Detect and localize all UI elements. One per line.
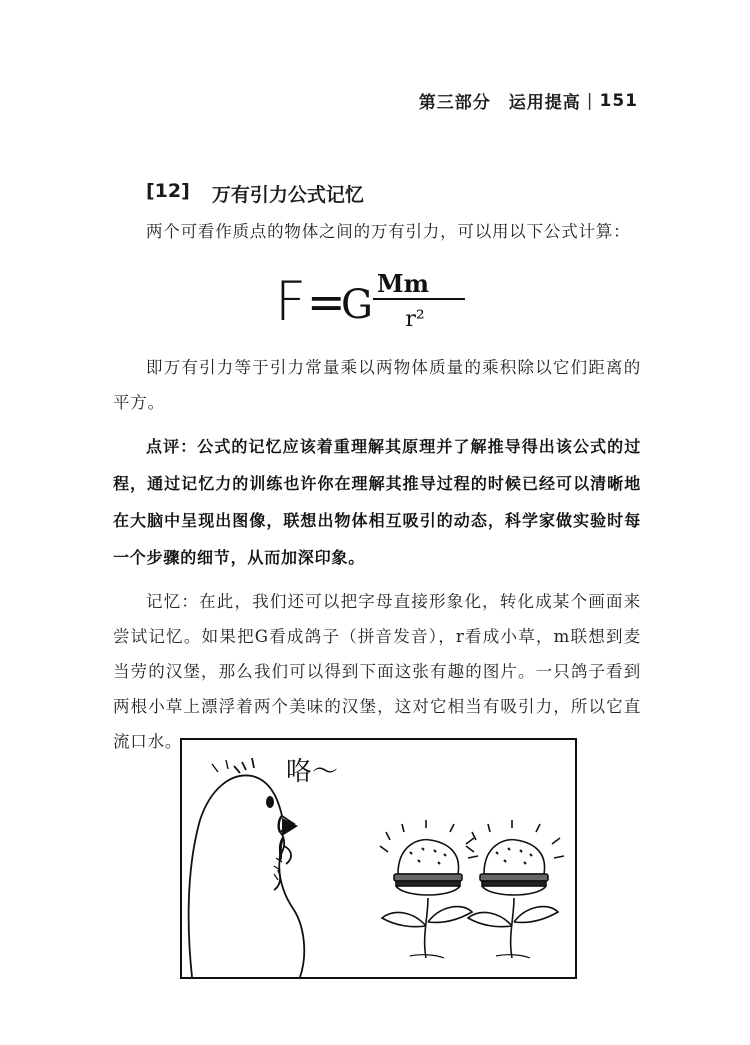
formula-equals: = [307, 275, 346, 329]
intro-paragraph: 两个可看作质点的物体之间的万有引力，可以用以下公式计算： [146, 222, 631, 241]
gravitation-formula [275, 268, 475, 330]
page-number: 151 [599, 90, 638, 111]
memory-paragraph: 记忆：在此，我们还可以把字母直接形象化，转化成某个画面来尝试记忆。如果把G看成鸽子（拼音发音），r看成小草，m联想到麦当劳的汉堡，那么我们可以得到下面这张有趣的图片。一只鸽子看到两根小草上漂浮着两个美味的汉堡，这对它相当有吸引力，所以它直流口水。 [113, 592, 641, 751]
formula-constant: G [341, 282, 373, 328]
running-header [419, 88, 638, 113]
explanation-paragraph: 即万有引力等于引力常量乘以两物体质量的乘积除以它们距离的平方。 [113, 358, 641, 412]
cartoon-drawing [182, 740, 575, 977]
header-section: 运用提高 [508, 93, 581, 113]
header-part: 第三部分 [418, 93, 491, 113]
section-title: 万有引力公式记忆 [211, 184, 364, 206]
formula-lhs: F [275, 270, 307, 330]
header-separator: | [586, 90, 594, 111]
section-number: [12] [146, 180, 190, 202]
section-heading [146, 180, 364, 207]
pigeon-eye [266, 796, 274, 808]
burger-plant-right [466, 820, 564, 958]
cartoon-illustration [180, 738, 577, 979]
sound-text: 咯～ [286, 757, 339, 787]
formula-numerator: Mm [377, 269, 429, 298]
burger-plant-left [380, 820, 478, 958]
pigeon-drawing [189, 758, 305, 977]
formula-denominator: r² [405, 307, 425, 330]
comment-paragraph: 点评：公式的记忆应该着重理解其原理并了解推导得出该公式的过程，通过记忆力的训练也许你在理解其推导过程的时候已经可以清晰地在大脑中呈现出图像，联想出物体相互吸引的动态，科学家做实验时每一个步骤的细节，从而加深印象。 [113, 437, 641, 567]
